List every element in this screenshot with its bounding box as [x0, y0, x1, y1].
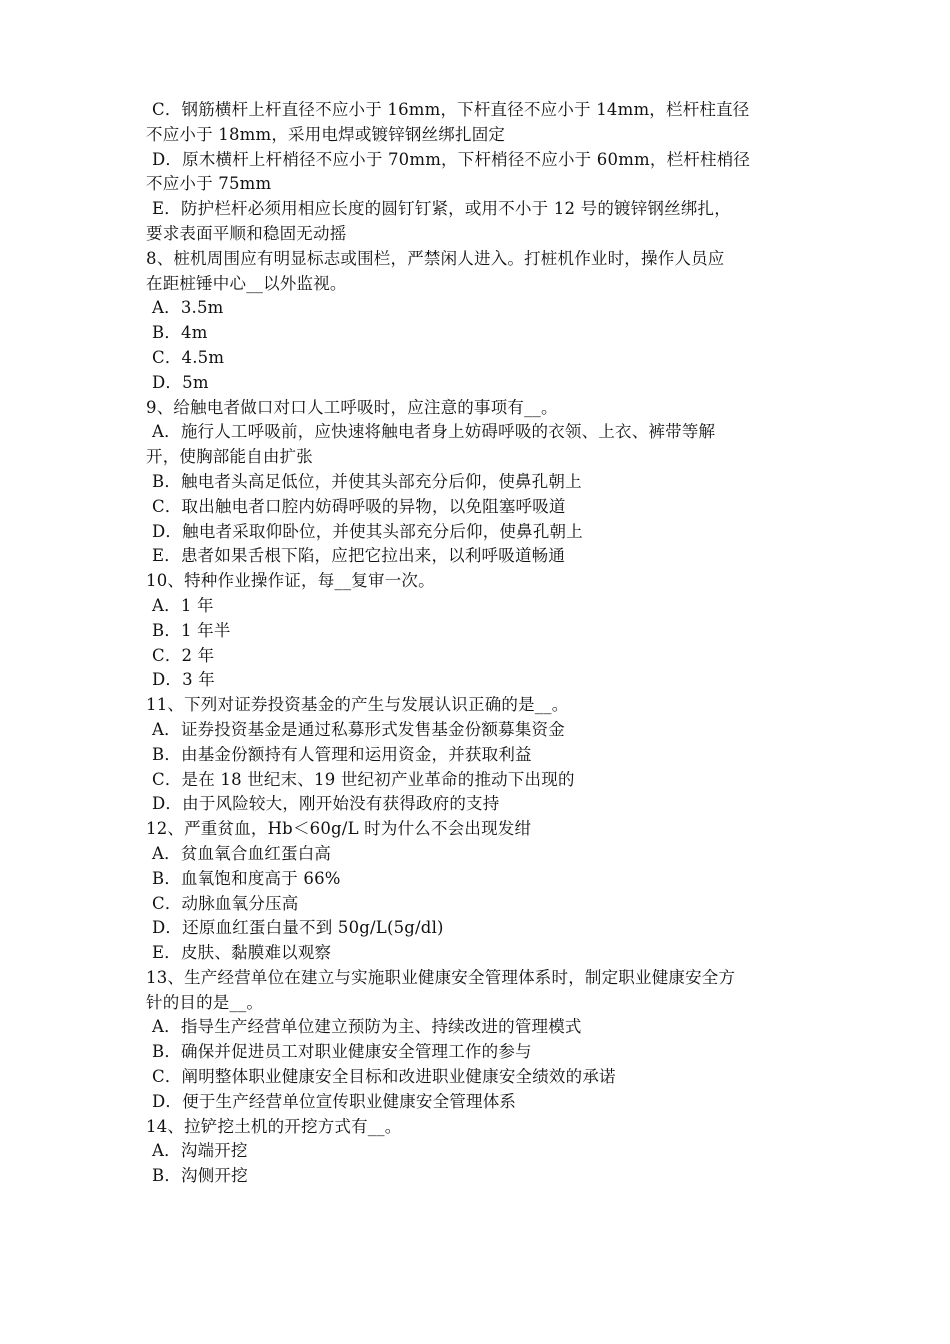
option-text-line: 不应小于 75mm [146, 174, 272, 194]
question-text-line: 9、给触电者做口对口人工呼吸时，应注意的事项有__。 [146, 397, 558, 417]
option-block [146, 296, 810, 321]
question-text-line: 在距桩锤中心__以外监视。 [146, 273, 347, 293]
option-block [146, 1164, 810, 1189]
option-text-line: C．4.5m [152, 347, 225, 367]
option-text-line: 开，使胸部能自由扩张 [146, 447, 313, 467]
option-block [146, 594, 810, 619]
question-block [146, 817, 810, 842]
question-block [146, 966, 810, 1016]
option-block [146, 495, 810, 520]
question-block [146, 247, 810, 297]
option-text-line: A．3.5m [152, 298, 224, 318]
option-text-line: B．血氧饱和度高于 66% [152, 868, 341, 888]
option-text-line: C．钢筋横杆上杆直径不应小于 16mm，下杆直径不应小于 14mm，栏杆柱直径 [152, 100, 750, 119]
option-block [146, 867, 810, 892]
option-text-line: B．由基金份额持有人管理和运用资金，并获取利益 [152, 744, 532, 764]
option-text-line: D．5m [152, 372, 209, 392]
option-text-line: C．是在 18 世纪末、19 世纪初产业革命的推动下出现的 [152, 769, 575, 789]
option-text-line: D．还原血红蛋白量不到 50g/L(5g/dl) [152, 918, 444, 938]
option-block [146, 98, 810, 148]
option-text-line: B．沟侧开挖 [152, 1166, 248, 1186]
option-block [146, 743, 810, 768]
option-block [146, 842, 810, 867]
option-text-line: E．患者如果舌根下陷，应把它拉出来，以利呼吸道畅通 [152, 546, 566, 566]
option-text-line: A．沟端开挖 [152, 1141, 248, 1161]
option-text-line: D．便于生产经营单位宣传职业健康安全管理体系 [152, 1091, 517, 1111]
option-block [146, 148, 810, 198]
option-text-line: A．证券投资基金是通过私募形式发售基金份额募集资金 [152, 719, 565, 739]
option-block [146, 1040, 810, 1065]
option-block [146, 346, 810, 371]
option-text-line: B．触电者头高足低位，并使其头部充分后仰，使鼻孔朝上 [152, 471, 582, 491]
question-text-line: 12、严重贫血，Hb＜60g/L 时为什么不会出现发绀 [146, 819, 532, 839]
option-block [146, 941, 810, 966]
question-text-line: 针的目的是__。 [146, 992, 264, 1012]
option-block [146, 544, 810, 569]
question-text-line: 11、下列对证券投资基金的产生与发展认识正确的是__。 [146, 695, 569, 715]
option-block [146, 619, 810, 644]
question-block [146, 693, 810, 718]
option-block [146, 1015, 810, 1040]
question-text-line: 14、拉铲挖土机的开挖方式有__。 [146, 1116, 402, 1136]
option-text-line: A．贫血氧合血红蛋白高 [152, 843, 332, 863]
option-block [146, 668, 810, 693]
option-block [146, 718, 810, 743]
question-text-line: 13、生产经营单位在建立与实施职业健康安全管理体系时，制定职业健康安全方 [146, 967, 736, 987]
option-block [146, 892, 810, 917]
option-block [146, 1139, 810, 1164]
option-text-line: 要求表面平顺和稳固无动摇 [146, 223, 347, 243]
option-block [146, 1090, 810, 1115]
option-text-line: E．皮肤、黏膜难以观察 [152, 943, 332, 963]
option-text-line: D．由于风险较大，刚开始没有获得政府的支持 [152, 794, 500, 814]
option-text-line: C．取出触电者口腔内妨碍呼吸的异物，以免阻塞呼吸道 [152, 496, 566, 516]
option-text-line: E．防护栏杆必须用相应长度的圆钉钉紧，或用不小于 12 号的镀锌钢丝绑扎， [152, 199, 731, 219]
option-text-line: C．动脉血氧分压高 [152, 893, 299, 913]
option-text-line: 不应小于 18mm，采用电焊或镀锌钢丝绑扎固定 [146, 124, 506, 144]
question-block [146, 569, 810, 594]
question-text-line: 8、桩机周围应有明显标志或围栏，严禁闲人进入。打桩机作业时，操作人员应 [146, 248, 725, 268]
option-block [146, 768, 810, 793]
question-text-line: 10、特种作业操作证，每__复审一次。 [146, 571, 435, 591]
option-block [146, 197, 810, 247]
option-block [146, 420, 810, 470]
option-block [146, 371, 810, 396]
option-block [146, 1065, 810, 1090]
option-text-line: C．阐明整体职业健康安全目标和改进职业健康安全绩效的承诺 [152, 1067, 616, 1087]
option-block [146, 644, 810, 669]
option-text-line: A．指导生产经营单位建立预防为主、持续改进的管理模式 [152, 1017, 582, 1037]
option-text-line: B．确保并促进员工对职业健康安全管理工作的参与 [152, 1042, 532, 1062]
option-block [146, 321, 810, 346]
option-text-line: A．1 年 [152, 595, 214, 615]
option-text-line: C．2 年 [152, 645, 215, 665]
option-block [146, 916, 810, 941]
option-text-line: D．3 年 [152, 670, 215, 690]
option-block [146, 470, 810, 495]
question-block [146, 396, 810, 421]
option-block [146, 792, 810, 817]
document-body [146, 98, 810, 1189]
question-block [146, 1115, 810, 1140]
option-text-line: D．原木横杆上杆梢径不应小于 70mm，下杆梢径不应小于 60mm，栏杆柱梢径 [152, 149, 751, 169]
option-text-line: D．触电者采取仰卧位，并使其头部充分后仰，使鼻孔朝上 [152, 521, 583, 541]
option-text-line: B．4m [152, 323, 208, 343]
option-text-line: A．施行人工呼吸前，应快速将触电者身上妨碍呼吸的衣领、上衣、裤带等解 [152, 422, 716, 442]
option-block [146, 520, 810, 545]
option-text-line: B．1 年半 [152, 620, 231, 640]
